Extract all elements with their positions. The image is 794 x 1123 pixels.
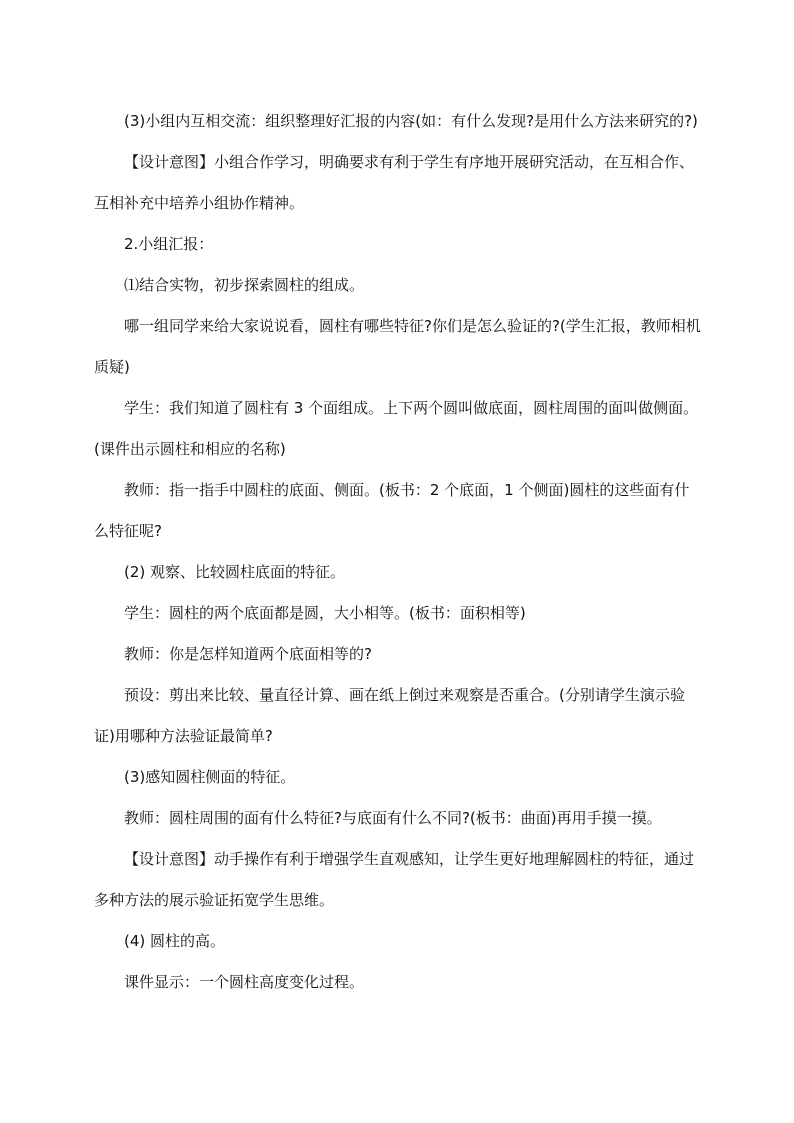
paragraph-group-report-heading: 2.小组汇报： — [124, 235, 214, 253]
paragraph-teacher-how-know: 教师：你是怎样知道两个底面相等的? — [124, 645, 372, 663]
paragraph-observe-bases: (2) 观察、比较圆柱底面的特征。 — [124, 563, 346, 581]
paragraph-student-answer-faces: 学生：我们知道了圆柱有 3 个面组成。上下两个圆叫做底面，圆柱周围的面叫做侧面。(课件出示圆柱和相应的名称) — [94, 399, 699, 458]
paragraph-student-bases-equal: 学生：圆柱的两个底面都是圆，大小相等。(板书：面积相等) — [124, 604, 526, 622]
paragraph-design-intent-2: 【设计意图】动手操作有利于增强学生直观感知，让学生更好地理解圆柱的特征，通过多种方法的展示验证拓宽学生思维。 — [94, 850, 695, 909]
paragraph-cylinder-height: (4) 圆柱的高。 — [124, 932, 226, 950]
paragraph-lateral-surface: (3)感知圆柱侧面的特征。 — [124, 768, 296, 786]
paragraph-teacher-point-faces: 教师：指一指手中圆柱的底面、侧面。(板书：2 个底面，1 个侧面)圆柱的这些面有什么特征呢? — [94, 481, 690, 540]
paragraph-preset-methods: 预设：剪出来比较、量直径计算、画在纸上倒过来观察是否重合。(分别请学生演示验证)用哪种方法验证最简单? — [94, 686, 685, 745]
paragraph-teacher-question: 哪一组同学来给大家说说看，圆柱有哪些特征?你们是怎么验证的?(学生汇报，教师相机质疑) — [94, 317, 701, 376]
paragraph-courseware-display: 课件显示：一个圆柱高度变化过程。 — [124, 973, 365, 991]
document-body — [94, 101, 702, 1003]
paragraph-group-exchange: (3)小组内互相交流：组织整理好汇报的内容(如：有什么发现?是用什么方法来研究的?) — [124, 112, 698, 130]
paragraph-teacher-lateral-question: 教师：圆柱周围的面有什么特征?与底面有什么不同?(板书：曲面)再用手摸一摸。 — [124, 809, 662, 827]
paragraph-explore-composition: ⑴结合实物，初步探索圆柱的组成。 — [124, 276, 365, 294]
paragraph-design-intent-1: 【设计意图】小组合作学习，明确要求有利于学生有序地开展研究活动，在互相合作、互相补充中培养小组协作精神。 — [94, 153, 695, 212]
